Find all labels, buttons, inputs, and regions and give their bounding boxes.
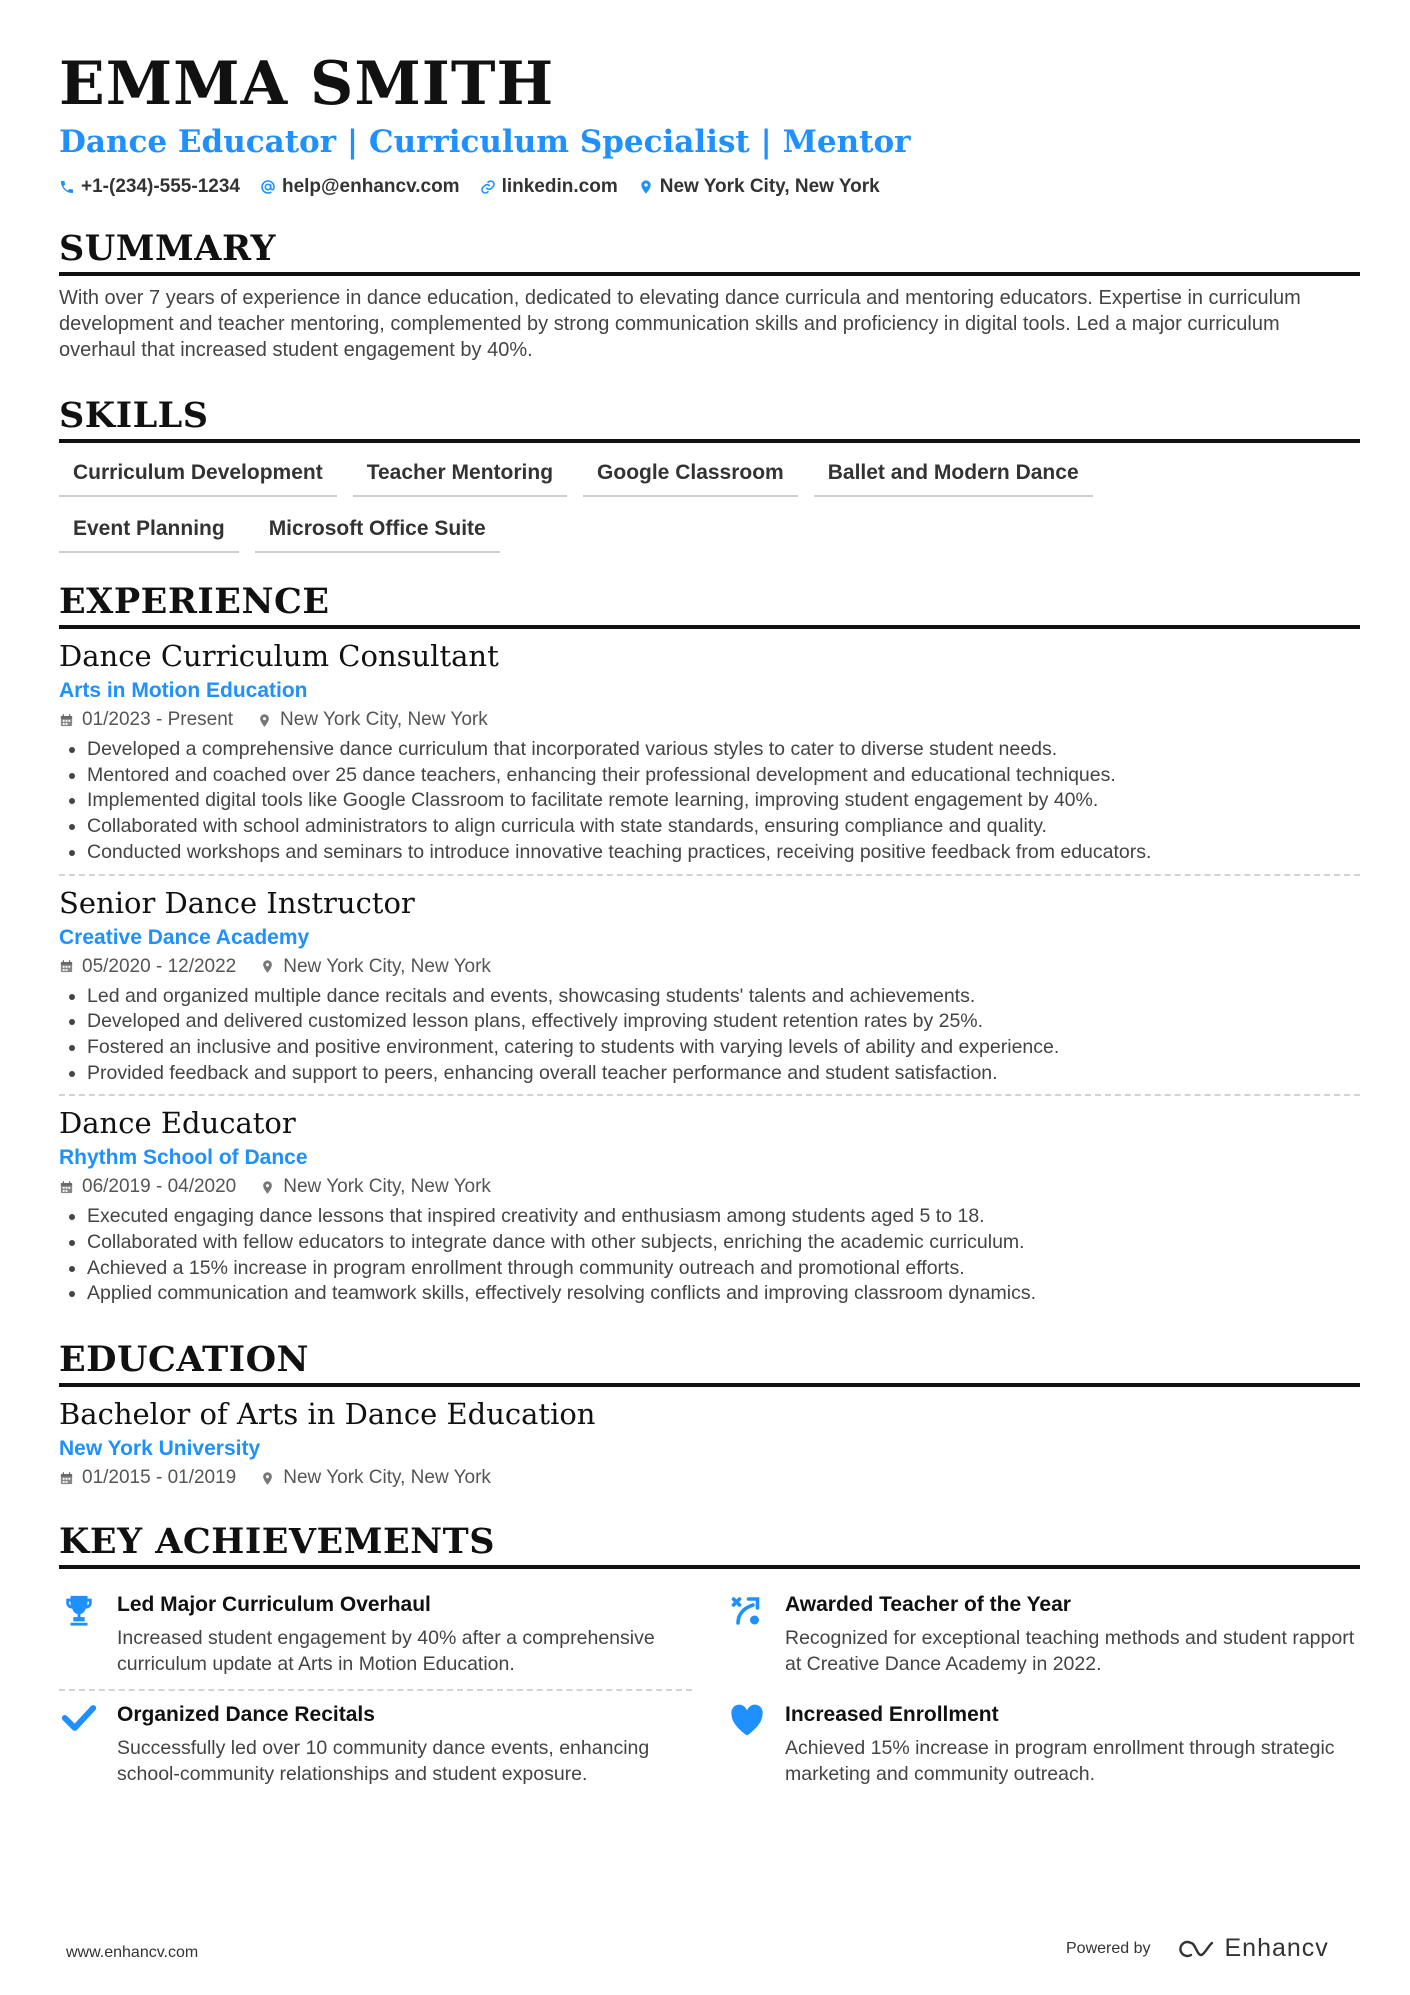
skill-tag: Event Planning: [59, 511, 239, 553]
job-bullet: • Collaborated with school administrators to align curricula with state standards, ensuring compliance and quality.: [87, 814, 1360, 840]
skills-heading: SKILLS: [59, 393, 1360, 443]
job-bullet: • Implemented digital tools like Google Classroom to facilitate remote learning, improving student engagement by 40%.: [87, 788, 1360, 814]
contact-email[interactable]: [260, 176, 460, 198]
achievement-item: [59, 1691, 692, 1799]
education-section: [59, 1337, 1360, 1489]
job-dates-text: 06/2019 - 04/2020: [82, 1176, 237, 1198]
job-bullet: • Applied communication and teamwork skills, effectively resolving conflicts and improving classroom dynamics.: [87, 1281, 1360, 1307]
achievement-item: [59, 1581, 692, 1691]
header: [59, 48, 1360, 198]
experience-heading: EXPERIENCE: [59, 579, 1360, 629]
job-meta: [59, 956, 1360, 978]
checkmark-icon: [62, 1703, 96, 1733]
job-bullet: • Led and organized multiple dance recitals and events, showcasing students' talents and achievements.: [87, 984, 1360, 1010]
job-bullet: • Provided feedback and support to peers, enhancing overall teacher performance and student satisfaction.: [87, 1061, 1360, 1087]
calendar-icon: [59, 1180, 74, 1195]
skill-tag: Ballet and Modern Dance: [814, 455, 1093, 497]
education-degree: Bachelor of Arts in Dance Education: [59, 1397, 596, 1432]
job-dates: [59, 709, 233, 731]
resume-page: [59, 48, 1360, 1799]
location-pin-icon: [260, 959, 275, 974]
achievement-icon-wrap: [59, 1591, 99, 1677]
trophy-icon: [62, 1593, 96, 1627]
at-icon: [260, 179, 276, 195]
education-dates-text: 01/2015 - 01/2019: [82, 1467, 237, 1489]
job-location: [260, 956, 491, 978]
job-meta: [59, 709, 1360, 731]
heart-icon: [728, 1703, 766, 1737]
footer-branding: [1066, 1934, 1329, 1963]
strategy-icon: [729, 1593, 765, 1629]
enhancv-logo-icon: [1173, 1937, 1217, 1961]
job-bullet: • Fostered an inclusive and positive environment, catering to students with varying levels of ability and experience.: [87, 1035, 1360, 1061]
achievements-section: [59, 1519, 1360, 1799]
job-bullets: [59, 984, 1360, 1087]
education-meta: [59, 1467, 1360, 1489]
phone-icon: [59, 179, 75, 195]
job-bullet: • Collaborated with fellow educators to integrate dance with other subjects, enriching the academic curriculum.: [87, 1230, 1360, 1256]
job-entry: [59, 637, 1360, 876]
candidate-title: Dance Educator | Curriculum Specialist | Mentor: [59, 124, 911, 160]
summary-heading: SUMMARY: [59, 226, 1360, 276]
achievement-item: [727, 1581, 1360, 1691]
job-bullet: • Developed and delivered customized lesson plans, effectively improving student retention rates by 25%.: [87, 1009, 1360, 1035]
achievement-icon-wrap: [727, 1591, 767, 1679]
job-location-text: New York City, New York: [280, 709, 488, 730]
location-pin-icon: [638, 179, 654, 195]
job-role: Senior Dance Instructor: [59, 885, 415, 920]
job-bullets: [59, 1204, 1360, 1307]
location-pin-icon: [260, 1180, 275, 1195]
job-entry: [59, 1104, 1360, 1315]
contact-bar: [59, 176, 1360, 198]
achievement-title: Increased Enrollment: [785, 1703, 999, 1727]
job-bullet: • Conducted workshops and seminars to introduce innovative teaching practices, receiving positive feedback from educators.: [87, 840, 1360, 866]
achievement-desc: Successfully led over 10 community dance events, enhancing school-community relationships and student exposure.: [117, 1737, 650, 1786]
job-company[interactable]: Arts in Motion Education: [59, 679, 308, 702]
brand-name: Enhancv: [1224, 1934, 1329, 1962]
location-text: New York City, New York: [659, 176, 880, 197]
footer-website[interactable]: www.enhancv.com: [66, 1944, 199, 1961]
location-pin-icon: [260, 1471, 275, 1486]
achievements-grid: [59, 1581, 1360, 1799]
skills-section: [59, 393, 1360, 553]
achievement-icon-wrap: [727, 1701, 767, 1787]
powered-by-label: Powered by: [1066, 1939, 1151, 1957]
contact-location: [638, 176, 880, 198]
job-bullet: • Mentored and coached over 25 dance teachers, enhancing their professional development and educational techniques.: [87, 763, 1360, 789]
calendar-icon: [59, 713, 74, 728]
education-location: [260, 1467, 491, 1489]
achievement-desc: Recognized for exceptional teaching methods and student rapport at Creative Dance Academy in 2022.: [785, 1627, 1355, 1676]
education-dates: [59, 1467, 236, 1489]
education-heading: EDUCATION: [59, 1337, 1360, 1387]
achievement-title: Led Major Curriculum Overhaul: [117, 1593, 431, 1617]
summary-section: [59, 226, 1360, 363]
skills-list: [59, 455, 1239, 553]
job-bullets: [59, 737, 1360, 866]
job-dates-text: 01/2023 - Present: [82, 709, 234, 730]
achievements-heading: KEY ACHIEVEMENTS: [59, 1519, 1360, 1569]
job-bullet: • Developed a comprehensive dance curriculum that incorporated various styles to cater to diverse student needs.: [87, 737, 1360, 763]
achievement-item: [727, 1691, 1360, 1799]
job-location-text: New York City, New York: [283, 955, 491, 977]
education-entry: [59, 1395, 1360, 1489]
job-bullet: • Achieved a 15% increase in program enrollment through community outreach and promotional efforts.: [87, 1256, 1360, 1282]
skill-tag: Microsoft Office Suite: [255, 511, 500, 553]
job-entry: [59, 884, 1360, 1097]
job-meta: [59, 1176, 1360, 1198]
job-location: [257, 709, 488, 731]
job-dates: [59, 956, 236, 978]
job-dates: [59, 1176, 236, 1198]
achievement-icon-wrap: [59, 1701, 99, 1787]
skill-tag: Curriculum Development: [59, 455, 337, 497]
candidate-name: EMMA SMITH: [59, 49, 555, 119]
skill-tag: Google Classroom: [583, 455, 798, 497]
achievement-desc: Achieved 15% increase in program enrollment through strategic marketing and community outreach.: [785, 1737, 1335, 1786]
phone-text: +1-(234)-555-1234: [81, 176, 240, 197]
email-text: help@enhancv.com: [281, 176, 460, 197]
job-company[interactable]: Creative Dance Academy: [59, 925, 310, 949]
link-icon: [480, 179, 496, 195]
job-role: Dance Curriculum Consultant: [59, 639, 499, 673]
education-location-text: New York City, New York: [283, 1467, 491, 1489]
summary-text: With over 7 years of experience in dance education, dedicated to elevating dance curricula and mentoring educators. Expertise in curriculum development and teacher mentoring, complemented by strong communication skills and proficiency in digital tools. Led a major curriculum overhaul that increased student engagement by 40%.: [59, 287, 1301, 361]
linkedin-text: linkedin.com: [501, 176, 618, 197]
location-pin-icon: [257, 713, 272, 728]
job-bullet: • Executed engaging dance lessons that inspired creativity and enthusiasm among students aged 5 to 18.: [87, 1204, 1360, 1230]
education-school[interactable]: New York University: [59, 1437, 261, 1461]
contact-linkedin[interactable]: [480, 176, 618, 198]
achievement-desc: Increased student engagement by 40% after a comprehensive curriculum update at Arts in Motion Education.: [117, 1627, 655, 1676]
job-location: [260, 1176, 491, 1198]
calendar-icon: [59, 959, 74, 974]
achievement-title: Organized Dance Recitals: [117, 1703, 375, 1727]
contact-phone[interactable]: [59, 176, 240, 198]
achievement-title: Awarded Teacher of the Year: [785, 1593, 1071, 1617]
skill-tag: Teacher Mentoring: [353, 455, 567, 497]
calendar-icon: [59, 1471, 74, 1486]
experience-section: [59, 579, 1360, 1315]
job-dates-text: 05/2020 - 12/2022: [82, 955, 237, 977]
job-role: Dance Educator: [59, 1106, 296, 1141]
job-company[interactable]: Rhythm School of Dance: [59, 1146, 308, 1170]
brand-logo[interactable]: [1173, 1934, 1329, 1963]
job-location-text: New York City, New York: [283, 1176, 491, 1198]
